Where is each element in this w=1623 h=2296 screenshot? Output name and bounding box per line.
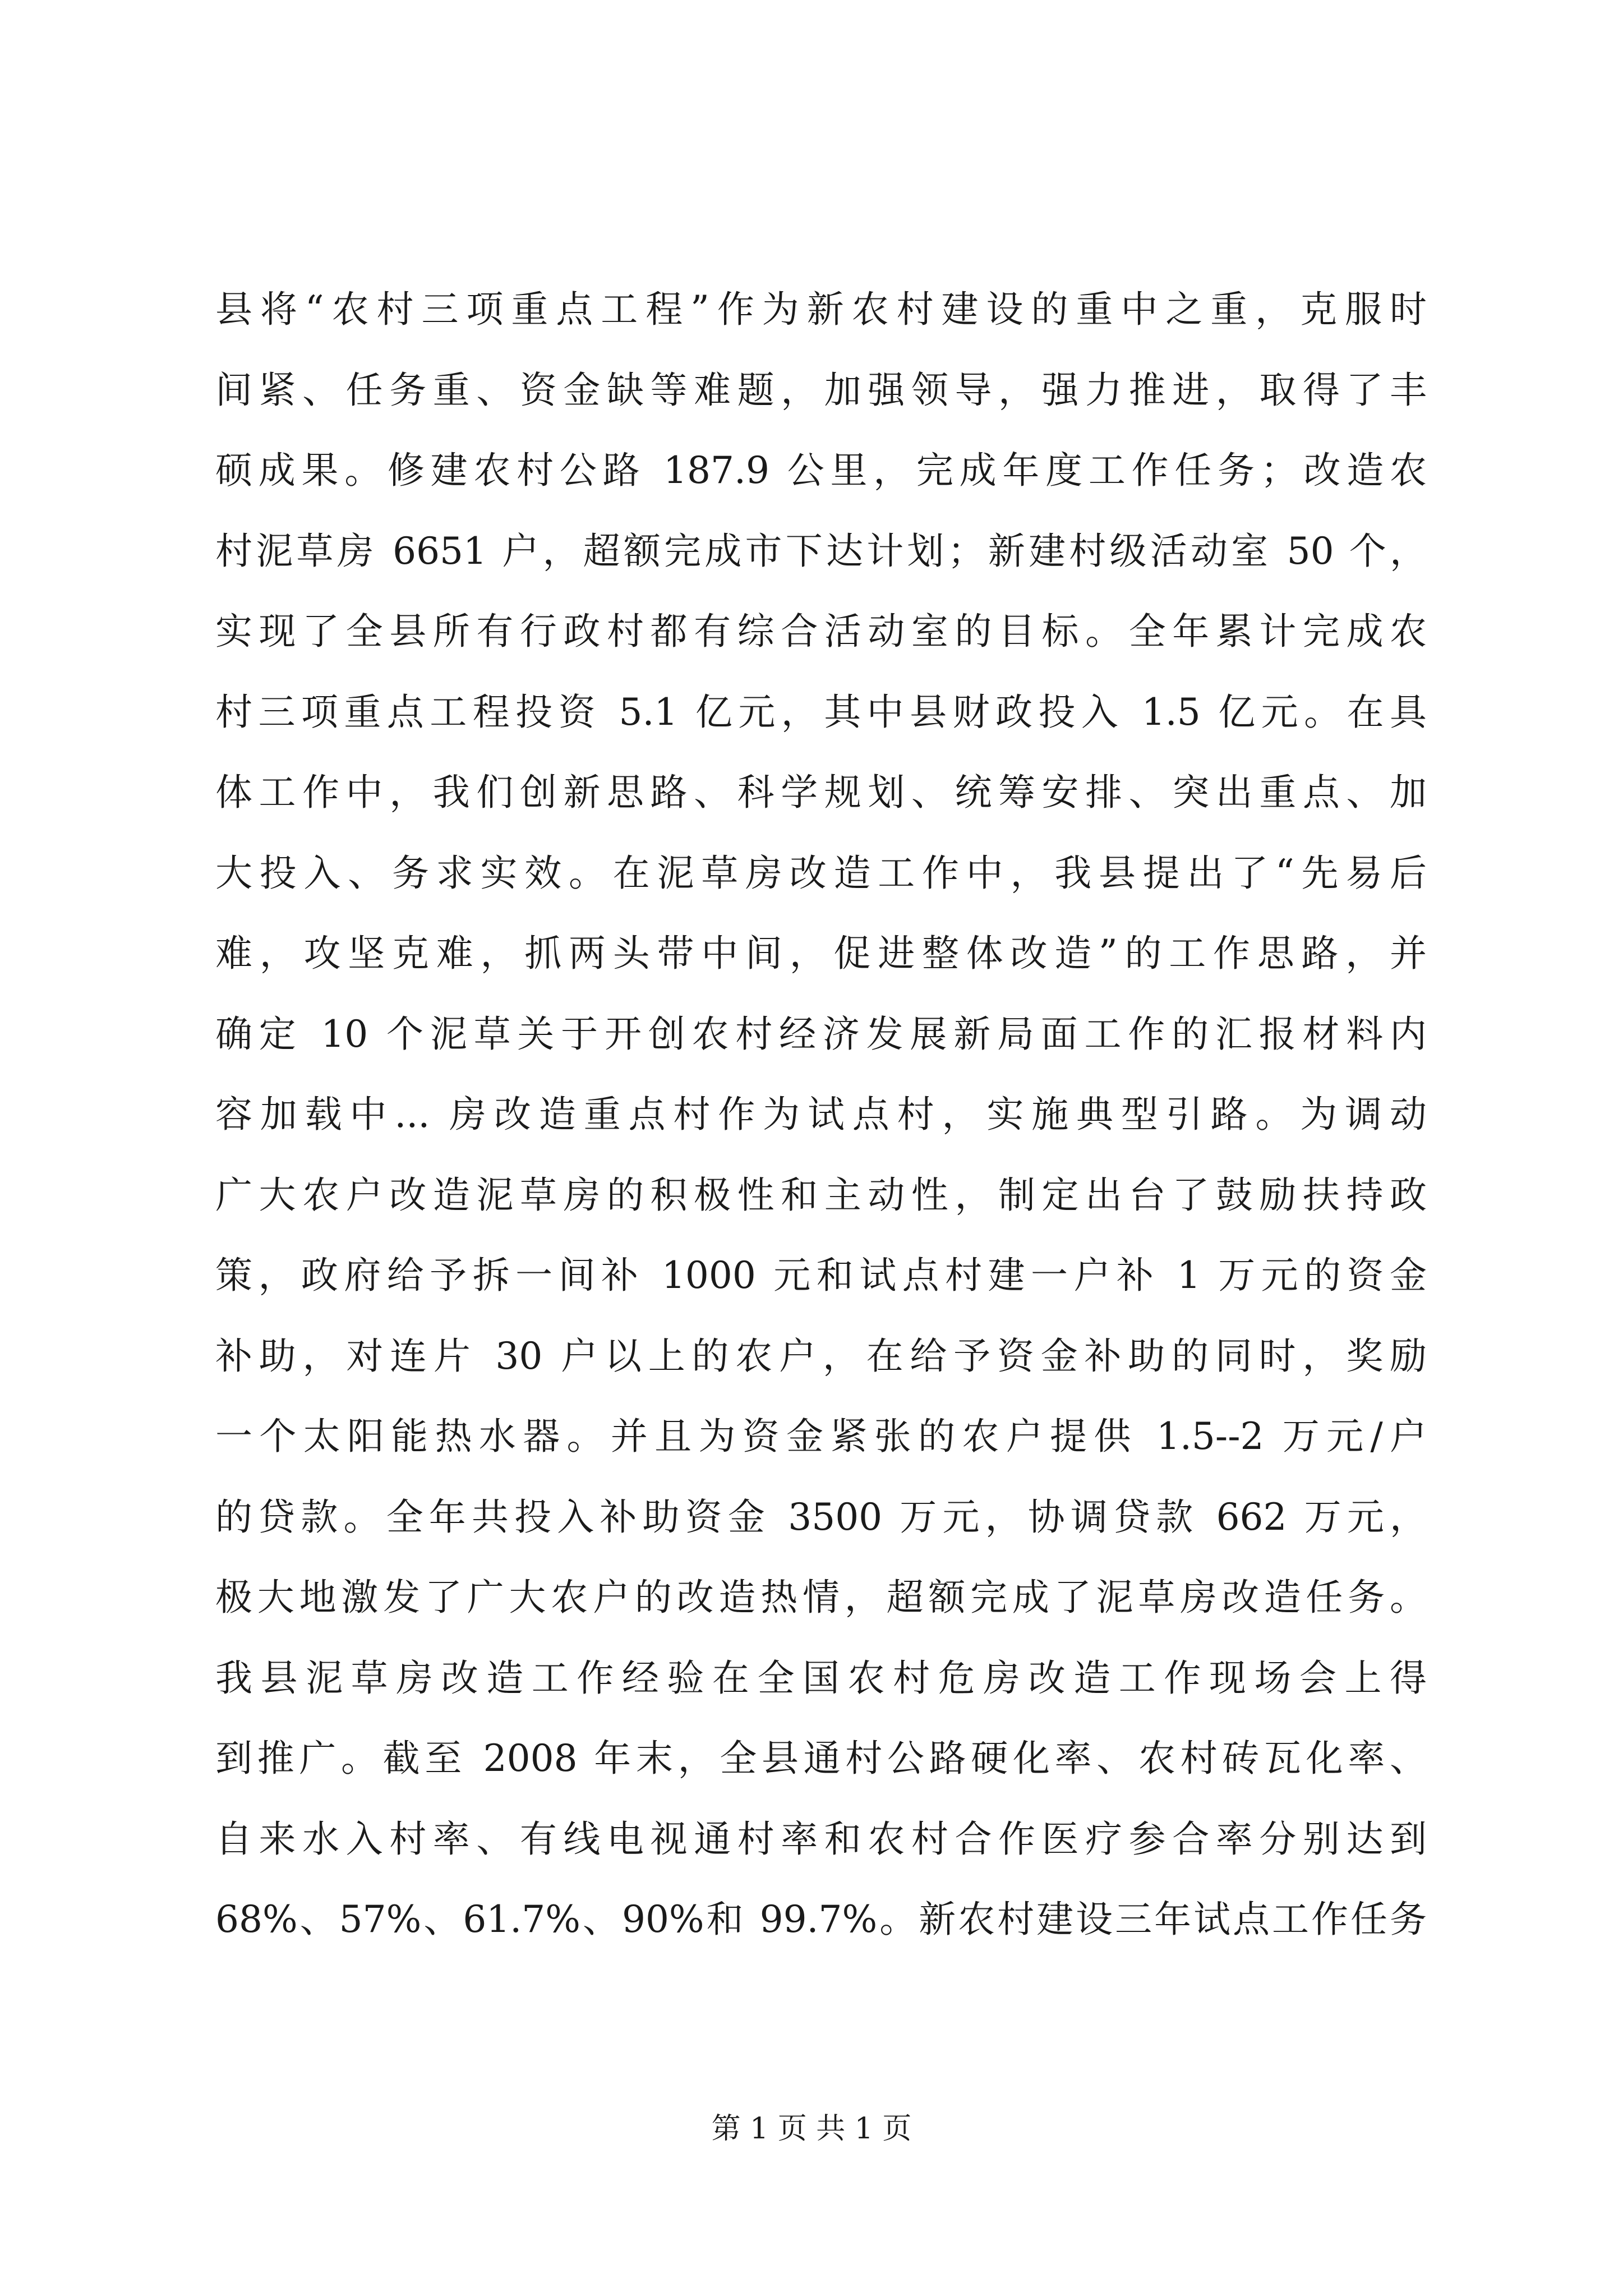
text-line: 体工作中，我们创新思路、科学规划、统筹安排、突出重点、加 — [215, 771, 1427, 814]
text-line: 大投入、务求实效。在泥草房改造工作中，我县提出了“先易后 — [215, 851, 1427, 895]
body-text — [215, 269, 1427, 1960]
text-line: 补助，对连片 30 户以上的农户，在给予资金补助的同时，奖励 — [215, 1334, 1427, 1378]
text-line: 硕成果。修建农村公路 187.9 公里，完成年度工作任务；改造农 — [215, 449, 1427, 492]
text-line: 确定 10 个泥草关于开创农村经济发展新局面工作的汇报材料内 — [215, 1012, 1427, 1056]
text-line: 广大农户改造泥草房的积极性和主动性，制定出台了鼓励扶持政 — [215, 1173, 1427, 1217]
page-number-footer: 第 1 页 共 1 页 — [711, 2112, 912, 2146]
text-line: 间紧、任务重、资金缺等难题，加强领导，强力推进，取得了丰 — [215, 368, 1427, 412]
text-line: 自来水入村率、有线电视通村率和农村合作医疗参合率分别达到 — [215, 1817, 1427, 1861]
text-line: 的贷款。全年共投入补助资金 3500 万元，协调贷款 662 万元， — [215, 1495, 1427, 1539]
text-line: 实现了全县所有行政村都有综合活动室的目标。全年累计完成农 — [215, 610, 1427, 653]
text-line: 难，攻坚克难，抓两头带中间，促进整体改造”的工作思路，并 — [215, 932, 1427, 975]
text-line: 极大地激发了广大农户的改造热情，超额完成了泥草房改造任务。 — [215, 1576, 1427, 1619]
text-line: 策，政府给予拆一间补 1000 元和试点村建一户补 1 万元的资金 — [215, 1254, 1427, 1297]
text-line: 县将“农村三项重点工程”作为新农村建设的重中之重，克服时 — [215, 288, 1427, 331]
text-line: 容加载中... 房改造重点村作为试点村，实施典型引路。为调动 — [215, 1093, 1427, 1136]
text-line: 村三项重点工程投资 5.1 亿元，其中县财政投入 1.5 亿元。在具 — [215, 690, 1427, 734]
text-line: 一个太阳能热水器。并且为资金紧张的农户提供 1.5--2 万元/户 — [215, 1415, 1427, 1458]
text-line: 到推广。截至 2008 年末，全县通村公路硬化率、农村砖瓦化率、 — [215, 1737, 1427, 1780]
text-line: 我县泥草房改造工作经验在全国农村危房改造工作现场会上得 — [215, 1656, 1427, 1700]
text-line: 68%、57%、61.7%、90%和 99.7%。新农村建设三年试点工作任务 — [215, 1898, 1427, 1941]
text-line: 村泥草房 6651 户，超额完成市下达计划；新建村级活动室 50 个， — [215, 529, 1427, 573]
